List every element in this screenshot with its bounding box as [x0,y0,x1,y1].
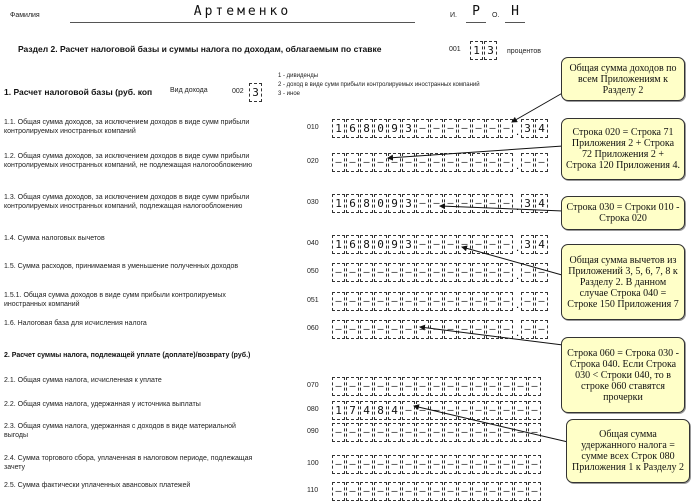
part2-title: 2. Расчет суммы налога, подлежащей уплате (доплате)/возврату (руб.) [4,352,251,359]
line-number: 2.2. [4,401,18,408]
kopeck-cell[interactable]: 4 [535,235,548,254]
line-number: 1.5.1. [4,292,24,299]
line-code: 070 [307,382,319,389]
digit-cell[interactable]: 0 [374,119,387,138]
callout-line-040: Общая сумма вычетов из Приложений 3, 5, 6, 7, 8 к Разделу 2. В данном случае Строка 040 = Строке 150 Приложения 7 [561,244,685,320]
digit-cell[interactable]: 8 [360,194,373,213]
line-code: 010 [307,124,319,131]
callout-line-080: Общая сумма удержанного налога = сумме всех Строк 080 Приложения 1 к Разделу 2 [566,419,690,483]
line-code: 051 [307,297,319,304]
arrow-callout-4 [462,247,562,275]
digit-cell[interactable]: 9 [388,119,401,138]
digit-cell[interactable]: 9 [388,235,401,254]
line-description: Общая сумма налога, удержанная с доходов в виде материальной выгоды [4,423,236,439]
digit-cell[interactable]: 1 [332,235,345,254]
surname-label: Фамилия [10,12,40,19]
digit-cell[interactable]: 4 [388,401,401,420]
line-number: 1.5. [4,263,18,270]
line-number: 2.3. [4,423,18,430]
digit-cell[interactable]: 1 [332,119,345,138]
line-description: Общая сумма налога, удержанная у источника выплаты [17,401,201,408]
arrow-callout-5 [420,327,563,345]
line-number: 1.6. [4,320,18,327]
arrow-callout-2 [388,146,563,158]
kopeck-cell[interactable]: 3 [521,194,534,213]
digit-cell[interactable]: 0 [374,194,387,213]
line-description: Общая сумма доходов, за исключением доходов в виде сумм прибыли контролируемых иностранных компаний, не подлежащая налогообложению [4,153,253,169]
line-description: Сумма фактически уплаченных авансовых платежей [17,482,191,489]
decimal-point: . [515,124,520,138]
digit-cell[interactable]: 3 [402,235,415,254]
income-type-code: 002 [232,88,244,95]
digit-cell[interactable]: 1 [332,194,345,213]
decimal-point: . [515,199,520,213]
line-number: 1.4. [4,235,18,242]
digit-cell[interactable]: 9 [388,194,401,213]
line-number: 2.1. [4,377,18,384]
name-label: И. [450,12,457,19]
line-description: Сумма расходов, принимаемая в уменьшение полученных доходов [17,263,239,270]
digit-cell[interactable]: 3 [402,194,415,213]
line-code: 030 [307,199,319,206]
decimal-point: . [515,325,520,339]
line-code: 110 [307,487,319,494]
line-description: Сумма налоговых вычетов [17,235,105,242]
surname-field[interactable]: Артеменко [70,4,415,23]
digit-cell[interactable]: 1 [332,401,345,420]
line-code: 080 [307,406,319,413]
income-type-cell[interactable]: 3 [249,83,262,102]
line-description: Общая сумма налога, исчисленная к уплате [17,377,162,384]
line-code: 060 [307,325,319,332]
kopeck-cell[interactable]: 3 [521,119,534,138]
rate-code: 001 [449,46,461,53]
digit-cell[interactable]: 6 [346,194,359,213]
rate-cell[interactable]: 3 [484,41,497,60]
decimal-point: . [515,268,520,282]
rate-unit: процентов [507,48,542,55]
arrow-callout-6 [414,406,568,442]
name-initial-field[interactable]: Р [466,4,486,23]
line-number: 1.2. [4,153,18,160]
line-code: 020 [307,158,319,165]
callout-line-060: Строка 060 = Строка 030 - Строка 040. Если Строка 030 < Строки 040, то в строке 060 ставятся прочерки [561,337,685,413]
line-description: Общая сумма доходов, за исключением доходов в виде сумм прибыли контролируемых иностранных компаний [4,119,250,135]
legend-item: 2 - доход в виде сумм прибыли контролируемых иностранных компаний [278,82,480,88]
legend-item: 3 - иное [278,91,301,97]
kopeck-cell[interactable]: 3 [521,235,534,254]
line-code: 050 [307,268,319,275]
arrow-callout-1 [512,91,566,122]
digit-cell[interactable]: 7 [346,401,359,420]
digit-cell[interactable]: 4 [360,401,373,420]
line-description: Налоговая база для исчисления налога [17,320,147,327]
kopeck-cell[interactable]: 4 [535,119,548,138]
arrow-callout-3 [440,206,563,211]
digit-cell[interactable]: 8 [360,119,373,138]
decimal-point: . [515,158,520,172]
callout-line-030: Строка 030 = Строки 010 - Строка 020 [561,196,685,230]
patronymic-label: О. [492,12,500,19]
callout-total-income: Общая сумма доходов по всем Приложениям к Разделу 2 [561,57,685,101]
digit-cell[interactable]: 6 [346,119,359,138]
line-description: Общая сумма доходов в виде сумм прибыли контролируемых иностранных компаний [4,292,226,308]
kopeck-cell[interactable]: 4 [535,194,548,213]
part1-title: 1. Расчет налоговой базы (руб. коп [4,87,153,97]
decimal-point: . [515,240,520,254]
digit-cell[interactable]: 8 [360,235,373,254]
legend-item: 1 - дивиденды [278,73,319,79]
digit-cell[interactable]: 8 [374,401,387,420]
digit-cell[interactable]: 0 [374,235,387,254]
line-code: 040 [307,240,319,247]
line-number: 2.4. [4,455,18,462]
patronymic-initial-field[interactable]: Н [505,4,525,23]
income-type-label: Вид дохода [170,87,208,94]
digit-cell[interactable]: 6 [346,235,359,254]
decimal-point: . [515,297,520,311]
callout-line-020: Строка 020 = Строка 71 Приложения 2 + Строка 72 Приложения 2 + Строка 120 Приложения 4. [561,118,685,180]
line-number: 1.3. [4,194,18,201]
line-code: 100 [307,460,319,467]
line-code: 090 [307,428,319,435]
line-number: 2.5. [4,482,18,489]
line-description: Общая сумма доходов, за исключением доходов в виде сумм прибыли контролируемых иностранных компаний, подлежащая налогообложению [4,194,250,210]
digit-cell[interactable]: 3 [402,119,415,138]
rate-cell[interactable]: 1 [470,41,483,60]
line-number: 1.1. [4,119,18,126]
section-title: Раздел 2. Расчет налоговой базы и суммы налога по доходам, облагаемым по ставке [18,44,382,54]
line-description: Сумма торгового сбора, уплаченная в налоговом периоде, подлежащая зачету [4,455,253,471]
